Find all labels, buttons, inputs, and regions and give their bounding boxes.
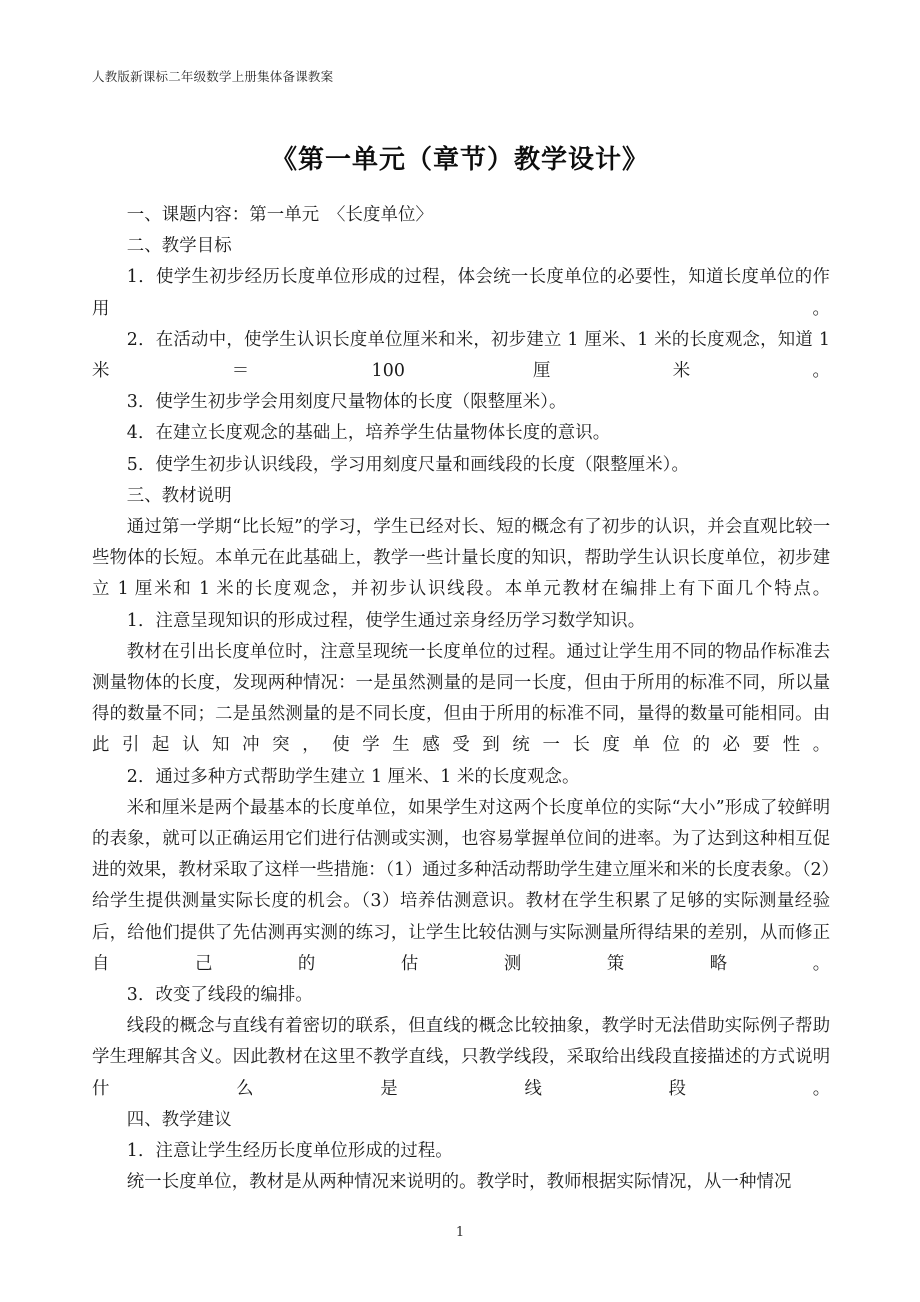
suggestion-1-paragraph: 统一长度单位，教材是从两种情况来说明的。教学时，教师根据实际情况，从一种情况 (126, 1172, 792, 1193)
feature-1-heading: 1．注意呈现知识的形成过程，使学生通过亲身经历学习数学知识。 (126, 610, 646, 631)
heading-teaching-objectives: 二、教学目标 (126, 236, 232, 257)
objective-item-4: 4．在建立长度观念的基础上，培养学生估量物体长度的意识。 (126, 423, 611, 444)
page-title: 《第一单元（章节）教学设计》 (270, 145, 649, 176)
subject-line: 一、课题内容：第一单元 〈长度单位〉 (126, 205, 433, 225)
objective-item-1: 1．使学生初步经历长度单位形成的过程，体会统一长度单位的必要性，知道长度单位的作用。 (92, 267, 830, 319)
feature-3-heading: 3．改变了线段的编排。 (126, 985, 313, 1006)
feature-2-heading: 2．通过多种方式帮助学生建立 1 厘米、1 米的长度观念。 (126, 766, 580, 787)
feature-3-paragraph: 线段的概念与直线有着密切的联系，但直线的概念比较抽象，教学时无法借助实际例子帮助学生理解其含义。因此教材在这里不教学直线，只教学线段，采取给出线段直接描述的方式说明什么是线段。 (92, 1016, 830, 1099)
suggestion-1-heading: 1．注意让学生经历长度单位形成的过程。 (126, 1141, 453, 1162)
feature-1-paragraph: 教材在引出长度单位时，注意呈现统一长度单位的过程。通过让学生用不同的物品作标准去测量物体的长度，发现两种情况：一是虽然测量的是同一长度，但由于所用的标准不同，所以量得的数量不同；二是虽然测量的是不同长度，但由于所用的标准不同，量得的数量可能相同。由此引起认知冲突，使学生感受到统一长度单位的必要性。 (92, 641, 830, 756)
objective-item-2: 2．在活动中，使学生认识长度单位厘米和米，初步建立 1 厘米、1 米的长度观念，知道 1 米＝100 厘米。 (92, 329, 830, 382)
materials-intro-paragraph: 通过第一学期“比长短”的学习，学生已经对长、短的概念有了初步的认识，并会直观比较一些物体的长短。本单元在此基础上，教学一些计量长度的知识，帮助学生认识长度单位，初步建立 1 厘米和 1 米的长度观念，并初步认识线段。本单元教材在编排上有下面几个特点。 (92, 517, 830, 600)
heading-teaching-materials: 三、教材说明 (126, 485, 232, 506)
running-header: 人教版新课标二年级数学上册集体备课教案 (92, 69, 334, 84)
objective-item-5: 5．使学生初步认识线段，学习用刻度尺量和画线段的长度（限整厘米）。 (126, 454, 689, 475)
objective-item-3: 3．使学生初步学会用刻度尺量物体的长度（限整厘米）。 (126, 392, 567, 413)
document-body (92, 200, 830, 1199)
heading-teaching-suggestions: 四、教学建议 (126, 1109, 232, 1130)
page-number: 1 (455, 1225, 465, 1240)
feature-2-paragraph: 米和厘米是两个最基本的长度单位，如果学生对这两个长度单位的实际“大小”形成了较鲜明的表象，就可以正确运用它们进行估测或实测，也容易掌握单位间的进率。为了达到这种相互促进的效果，教材采取了这样一些措施：（1）通过多种活动帮助学生建立厘米和米的长度表象。（2）给学生提供测量实际长度的机会。（3）培养估测意识。教材在学生积累了足够的实际测量经验后，给他们提供了先估测再实测的练习，让学生比较估测与实际测量所得结果的差别，从而修正自己的估测策略。 (92, 797, 830, 974)
